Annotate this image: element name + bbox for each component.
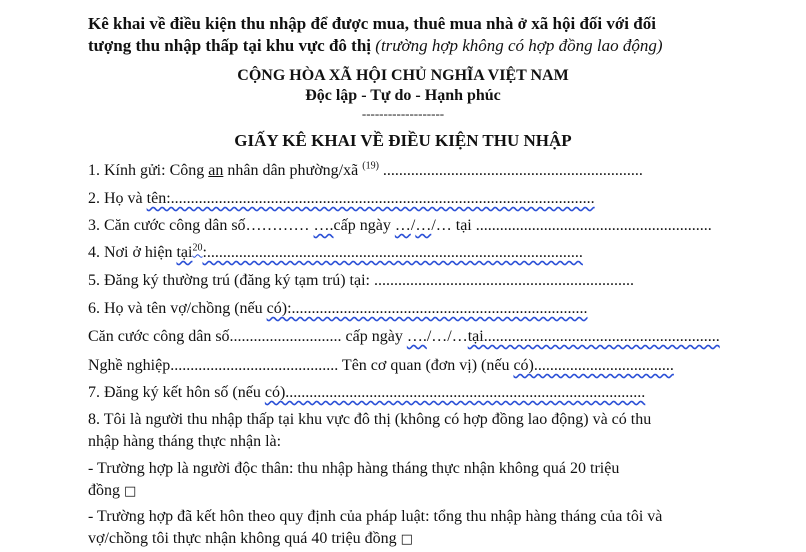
case-single-text: đồng xyxy=(88,482,124,499)
field-cccd-month[interactable]: … xyxy=(415,217,432,234)
case-single-line-1: - Trường hợp là người độc thân: thu nhập hàng tháng thực nhận không quá 20 triệu xyxy=(88,460,620,477)
slogan: Độc lập - Tự do - Hạnh phúc xyxy=(305,87,501,104)
field-cccd-spouse-tai[interactable]: tại........................................................... xyxy=(467,328,720,345)
footnote-19: (19) xyxy=(362,160,379,172)
field-cccd-day[interactable]: … xyxy=(394,217,411,234)
field-ho-ten xyxy=(88,189,595,209)
field-cccd-cap-ngay: cấp ngày xyxy=(333,217,391,234)
field-vo-chong-label: 6. Họ và tên vợ/chồng (nếu xyxy=(88,300,267,317)
header-line-2-bold: tượng thu nhập thấp tại khu vực đô thị xyxy=(88,36,376,55)
field-ket-hon-input[interactable]: có).......................................................................................... xyxy=(264,384,646,401)
case-married-line-1: - Trường hợp đã kết hôn theo quy định của pháp luật: tổng thu nhập hàng tháng của tôi và xyxy=(88,508,663,525)
field-cccd-spouse xyxy=(88,327,720,347)
header-line-1-text: Kê khai về điều kiện thu nhập để được mua, thuê mua nhà ở xã hội đối với đối xyxy=(88,14,656,33)
section-8-line-1: 8. Tôi là người thu nhập thấp tại khu vực đô thị (không có hợp đồng lao động) và có thu xyxy=(88,411,652,428)
field-cccd-label: 3. Căn cước công dân số………… xyxy=(88,217,314,234)
country-name: CỘNG HÒA XÃ HỘI CHỦ NGHĨA VIỆT NAM xyxy=(237,67,569,84)
field-thuong-tru[interactable]: 5. Đăng ký thường trú (đăng ký tạm trú) tại: ................................................................. xyxy=(88,272,634,289)
section-8-line-2: nhập hàng tháng thực nhận là: xyxy=(88,433,282,450)
field-vo-chong-input[interactable]: có):.......................................................................... xyxy=(266,300,588,317)
field-cccd-spouse-date[interactable]: /…/… xyxy=(426,328,468,345)
field-ket-hon-label: 7. Đăng ký kết hôn số (nếu xyxy=(88,384,265,401)
field-noi-o-input[interactable]: :.............................................................................................. xyxy=(202,244,583,261)
header-line-2-italic: (trường hợp không có hợp đồng lao động) xyxy=(375,36,663,55)
field-cccd xyxy=(88,216,712,236)
field-kinh-gui-dots[interactable]: ................................................................. xyxy=(378,162,643,179)
field-kinh-gui-label: 1. Kính gửi: Công xyxy=(88,162,209,179)
field-kinh-gui-label-2: nhân dân phường/xã xyxy=(223,162,363,179)
field-noi-o xyxy=(88,243,583,263)
form-title: GIẤY KÊ KHAI VỀ ĐIỀU KIỆN THU NHẬP xyxy=(234,131,572,150)
field-cccd-tai[interactable]: /… tại ........................................................... xyxy=(431,217,712,234)
header-line-1 xyxy=(88,14,656,34)
field-nghe-nghiep-label[interactable]: Nghề nghiệp.......................................... Tên cơ quan (đơn vị) (nếu xyxy=(88,357,514,374)
field-ho-ten-label: 2. Họ và xyxy=(88,190,147,207)
motto-divider: ------------------- xyxy=(361,106,445,121)
field-vo-chong xyxy=(88,299,588,319)
field-ket-hon xyxy=(88,383,645,403)
field-cccd-spouse-label[interactable]: Căn cước công dân số............................ cấp ngày xyxy=(88,328,407,345)
field-kinh-gui xyxy=(88,161,643,181)
field-cccd-dots[interactable]: …. xyxy=(313,217,334,234)
single-checkbox[interactable]: □ xyxy=(124,484,137,499)
footnote-20: 20 xyxy=(192,242,203,254)
field-kinh-gui-an: an xyxy=(208,162,224,179)
field-noi-o-tai: tại xyxy=(176,244,193,261)
field-cccd-slash: / xyxy=(410,217,416,234)
case-married-text: vợ/chồng tôi thực nhận không quá 40 triệu đồng xyxy=(88,530,401,547)
field-co-quan-input[interactable]: có)................................... xyxy=(513,357,674,374)
field-noi-o-label: 4. Nơi ở hiện xyxy=(88,244,177,261)
field-cccd-spouse-day[interactable]: …. xyxy=(406,328,427,345)
field-nghe-nghiep xyxy=(88,356,674,376)
field-ho-ten-input[interactable]: tên:.......................................................................................................... xyxy=(146,190,595,207)
header-line-2 xyxy=(88,36,663,56)
married-checkbox[interactable]: □ xyxy=(400,532,413,547)
case-single-line-2 xyxy=(88,481,136,502)
case-married-line-2 xyxy=(88,529,413,550)
